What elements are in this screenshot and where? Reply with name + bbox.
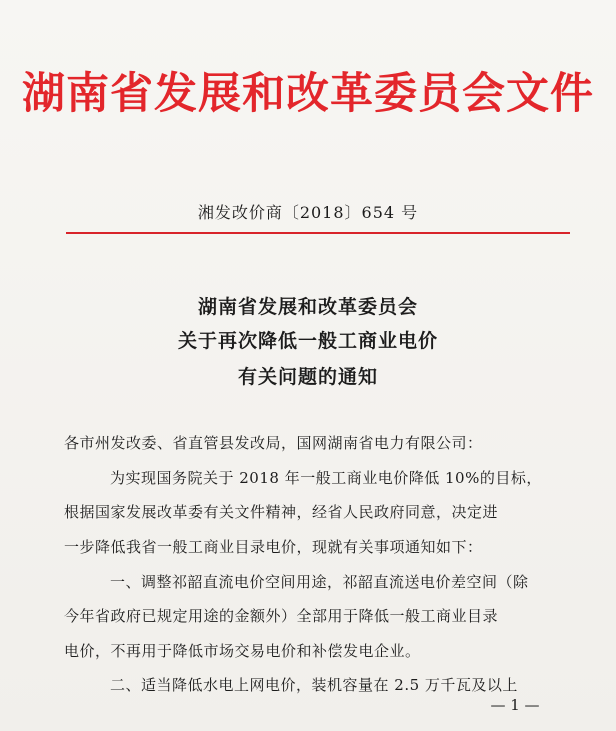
document-number: 湘发改价商〔2018〕654 号 xyxy=(197,203,419,222)
addressee-line: 各市州发改委、省直管县发改局，国网湖南省电力有限公司： xyxy=(64,434,483,452)
notice-title-line-3: 有关问题的通知 xyxy=(237,366,378,388)
body-line: 一步降低我省一般工商业目录电价，现就有关事项通知如下： xyxy=(64,538,483,556)
body-line: 今年省政府已规定用途的金额外）全部用于降低一般工商业目录 xyxy=(64,607,499,625)
issuer-header: 湖南省发展和改革委员会文件 xyxy=(22,69,594,119)
red-separator-line xyxy=(66,232,570,234)
body-line: 为实现国务院关于 2018 年一般工商业电价降低 10%的目标， xyxy=(110,469,542,487)
body-line: 一、调整祁韶直流电价空间用途，祁韶直流送电价差空间（除 xyxy=(110,573,529,591)
body-line: 电价，不再用于降低市场交易电价和补偿发电企业。 xyxy=(64,642,421,660)
notice-title-line-1: 湖南省发展和改革委员会 xyxy=(197,296,418,318)
page-number: — 1 — xyxy=(490,696,540,714)
body-line: 二、适当降低水电上网电价，装机容量在 2.5 万千瓦及以上 xyxy=(110,676,518,694)
notice-title-line-2: 关于再次降低一般工商业电价 xyxy=(177,330,438,352)
body-line: 根据国家发展改革委有关文件精神，经省人民政府同意，决定进 xyxy=(64,503,499,521)
